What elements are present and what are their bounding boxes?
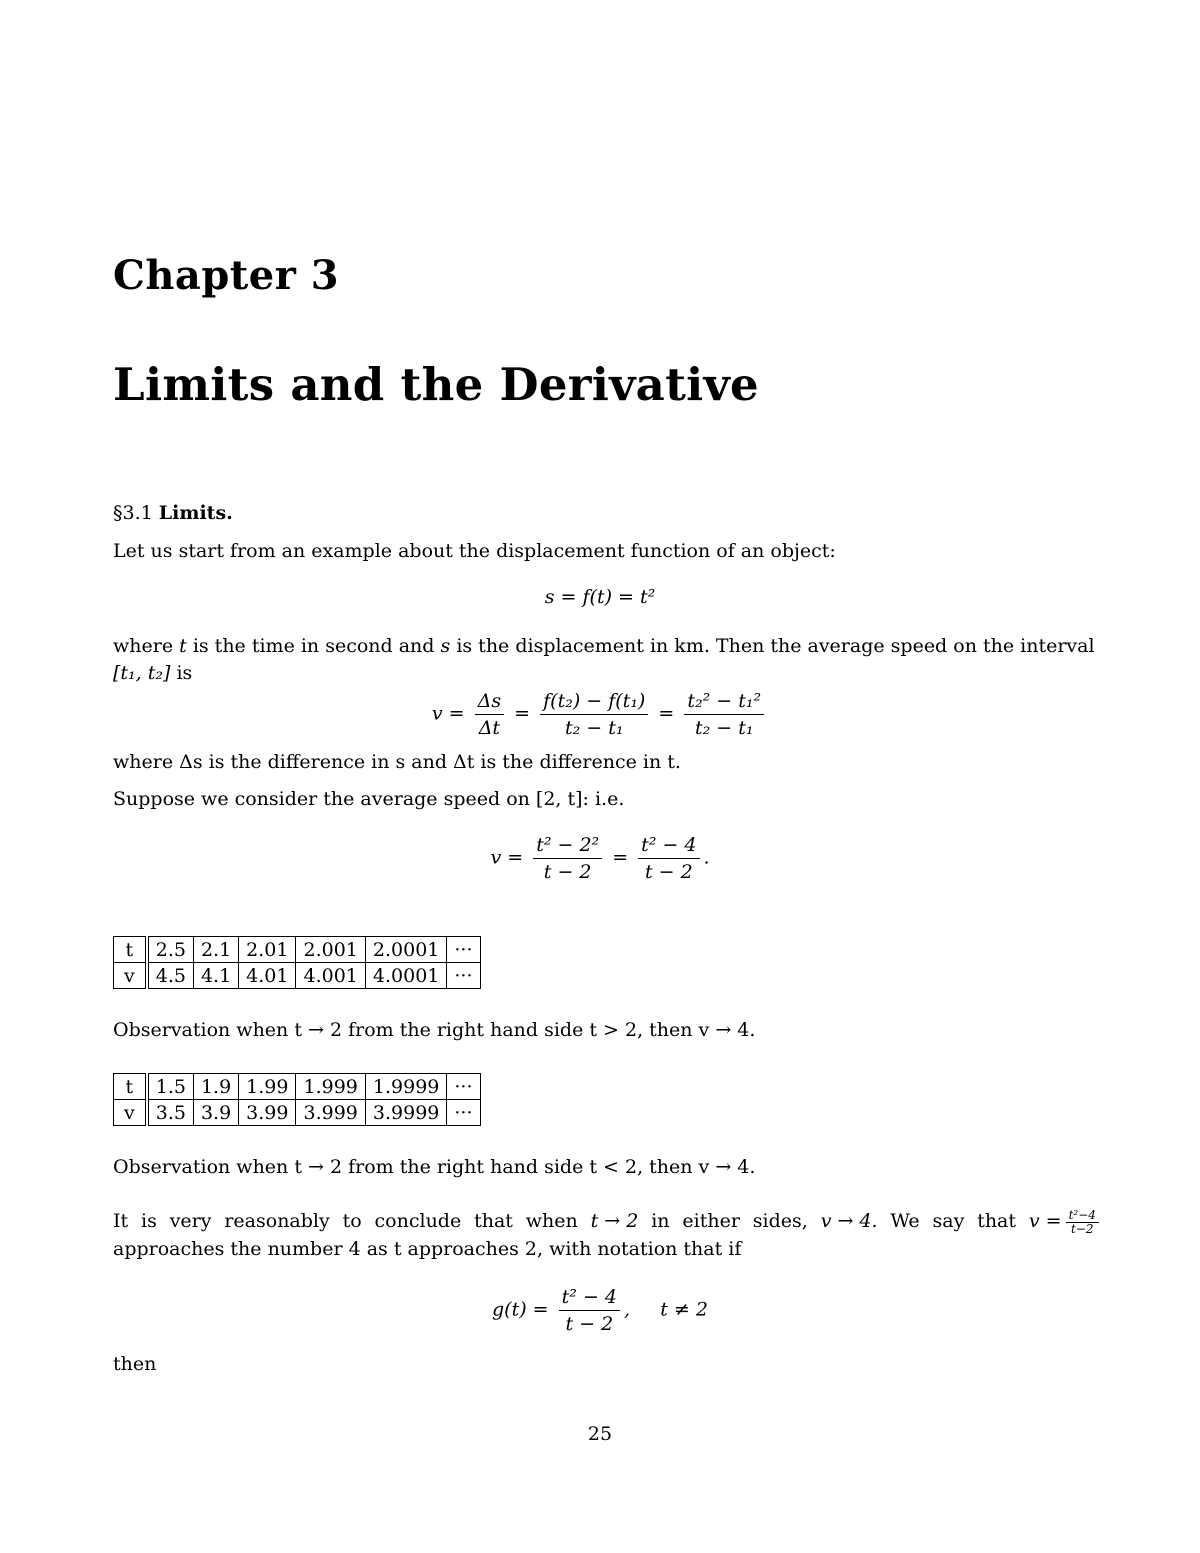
intro-paragraph: Let us start from an example about the displacement function of an object:	[113, 540, 836, 562]
eq2-f3-den: t₂ − t₁	[694, 717, 754, 739]
def-text-c: is the displacement in km. Then the average speed on the interval	[456, 635, 1095, 657]
inline-equation	[1029, 1208, 1103, 1236]
eq3-period: .	[703, 846, 710, 869]
section-heading	[113, 500, 233, 527]
eq2-f3-num: t₂² − t₁²	[684, 688, 764, 715]
word: reasonably	[224, 1210, 330, 1232]
inline-fraction	[1066, 1209, 1099, 1236]
word: very	[169, 1210, 212, 1232]
table-cell: t	[114, 937, 147, 963]
table-cell: 4.0001	[365, 963, 446, 989]
section-number: §3.1	[113, 502, 153, 524]
table-cell: 4.01	[239, 963, 296, 989]
def-text-b: is the time in second and	[192, 635, 435, 657]
word: to	[342, 1210, 362, 1232]
word: that	[474, 1210, 513, 1232]
eq3-fraction-2	[638, 832, 699, 885]
table-cell: t	[114, 1074, 147, 1100]
eq4-lhs: g(t) =	[492, 1298, 549, 1321]
eq4-num: t² − 4	[559, 1284, 620, 1311]
page-number: 25	[587, 1423, 613, 1445]
word: is	[141, 1210, 157, 1232]
word: when	[525, 1210, 578, 1232]
word: say	[932, 1210, 965, 1232]
eq2-f2-den: t₂ − t₁	[564, 717, 624, 739]
word: that	[977, 1210, 1017, 1232]
table-cell: v	[114, 1100, 147, 1126]
eq2-fraction-1	[475, 688, 504, 741]
table-cell: 2.5	[147, 937, 194, 963]
eq4-fraction	[559, 1284, 620, 1337]
word: It	[113, 1210, 129, 1232]
eq2-fraction-2	[540, 688, 648, 741]
table-row-v	[114, 963, 481, 989]
table-row-t	[114, 937, 481, 963]
table-cell: v	[114, 963, 147, 989]
conclusion-line-2: approaches the number 4 as t approaches 2, with notation that if	[113, 1237, 742, 1260]
equation-displacement: s = f(t) = t²	[544, 586, 656, 608]
eq4-condition: , t ≠ 2	[624, 1298, 708, 1321]
table-cell: ···	[447, 1100, 480, 1126]
table-cell: 4.1	[193, 963, 238, 989]
table-cell: 2.01	[239, 937, 296, 963]
equation-g-definition	[0, 1284, 1200, 1337]
table-cell: ···	[447, 937, 480, 963]
observation-left: Observation when t → 2 from the right hand side t < 2, then v → 4.	[113, 1156, 756, 1178]
eq2-equals-2: =	[658, 702, 675, 725]
table-cell: 2.0001	[365, 937, 446, 963]
eq2-f1-den: Δt	[478, 717, 501, 739]
word: in	[651, 1210, 670, 1232]
table-cell: 2.001	[296, 937, 365, 963]
eq3-fraction-1	[533, 832, 602, 885]
word: We	[890, 1210, 920, 1232]
table-row-t	[114, 1074, 481, 1100]
table-row-v	[114, 1100, 481, 1126]
def-text-a: where	[113, 635, 174, 657]
delta-paragraph: where Δs is the difference in s and Δt is the difference in t.	[113, 751, 681, 773]
table-cell: 1.9	[193, 1074, 238, 1100]
conclusion-line-1	[113, 1208, 1103, 1236]
eq2-fraction-3	[684, 688, 764, 741]
eq3-f2-num: t² − 4	[638, 832, 699, 859]
chapter-label: Chapter 3	[113, 252, 340, 299]
table-cell: 3.999	[296, 1100, 365, 1126]
table-cell: 1.5	[147, 1074, 194, 1100]
table-cell: 3.5	[147, 1100, 194, 1126]
table-cell: 1.9999	[365, 1074, 446, 1100]
eq4-den: t − 2	[565, 1313, 614, 1335]
eq3-f1-num: t² − 2²	[533, 832, 602, 859]
table-cell: 4.5	[147, 963, 194, 989]
table-cell: 1.999	[296, 1074, 365, 1100]
eq2-f2-num: f(t₂) − f(t₁)	[540, 688, 648, 715]
then-text: then	[113, 1353, 157, 1375]
equation-speed-interval	[0, 832, 1200, 885]
eq2-equals-1: =	[514, 702, 531, 725]
table-right-approach	[113, 936, 481, 989]
eq2-f1-num: Δs	[475, 688, 504, 715]
def-interval: [t₁, t₂]	[113, 662, 171, 684]
def-text-d: is	[176, 662, 193, 684]
eq2-lhs: v =	[431, 702, 465, 725]
chapter-title: Limits and the Derivative	[113, 358, 759, 411]
word: v → 4.	[820, 1210, 878, 1232]
word: conclude	[374, 1210, 462, 1232]
eq3-f1-den: t − 2	[543, 861, 592, 883]
suppose-paragraph: Suppose we consider the average speed on [2, t]: i.e.	[113, 788, 625, 810]
inline-frac-den: t−2	[1071, 1221, 1094, 1236]
word: either	[682, 1210, 740, 1232]
observation-right: Observation when t → 2 from the right hand side t > 2, then v → 4.	[113, 1019, 756, 1041]
eq3-lhs: v =	[490, 846, 524, 869]
table-cell: 3.99	[239, 1100, 296, 1126]
section-title: Limits.	[158, 502, 233, 524]
table-cell: 4.001	[296, 963, 365, 989]
def-var-t: t	[179, 635, 187, 657]
definition-paragraph	[113, 633, 1103, 687]
eq3-f2-den: t − 2	[644, 861, 693, 883]
table-cell: ···	[447, 1074, 480, 1100]
table-cell: 3.9	[193, 1100, 238, 1126]
word: sides,	[752, 1210, 808, 1232]
def-var-s: s	[440, 635, 451, 657]
inline-lhs: v =	[1028, 1210, 1062, 1232]
word: t → 2	[590, 1210, 639, 1232]
equation-average-speed	[0, 688, 1200, 741]
table-cell: 2.1	[193, 937, 238, 963]
table-cell: ···	[447, 963, 480, 989]
table-cell: 3.9999	[365, 1100, 446, 1126]
table-cell: 1.99	[239, 1074, 296, 1100]
inline-frac-num: t²−4	[1066, 1209, 1099, 1223]
conclusion-paragraph	[113, 1208, 1103, 1263]
table-left-approach	[113, 1073, 481, 1126]
eq3-equals: =	[612, 846, 629, 869]
